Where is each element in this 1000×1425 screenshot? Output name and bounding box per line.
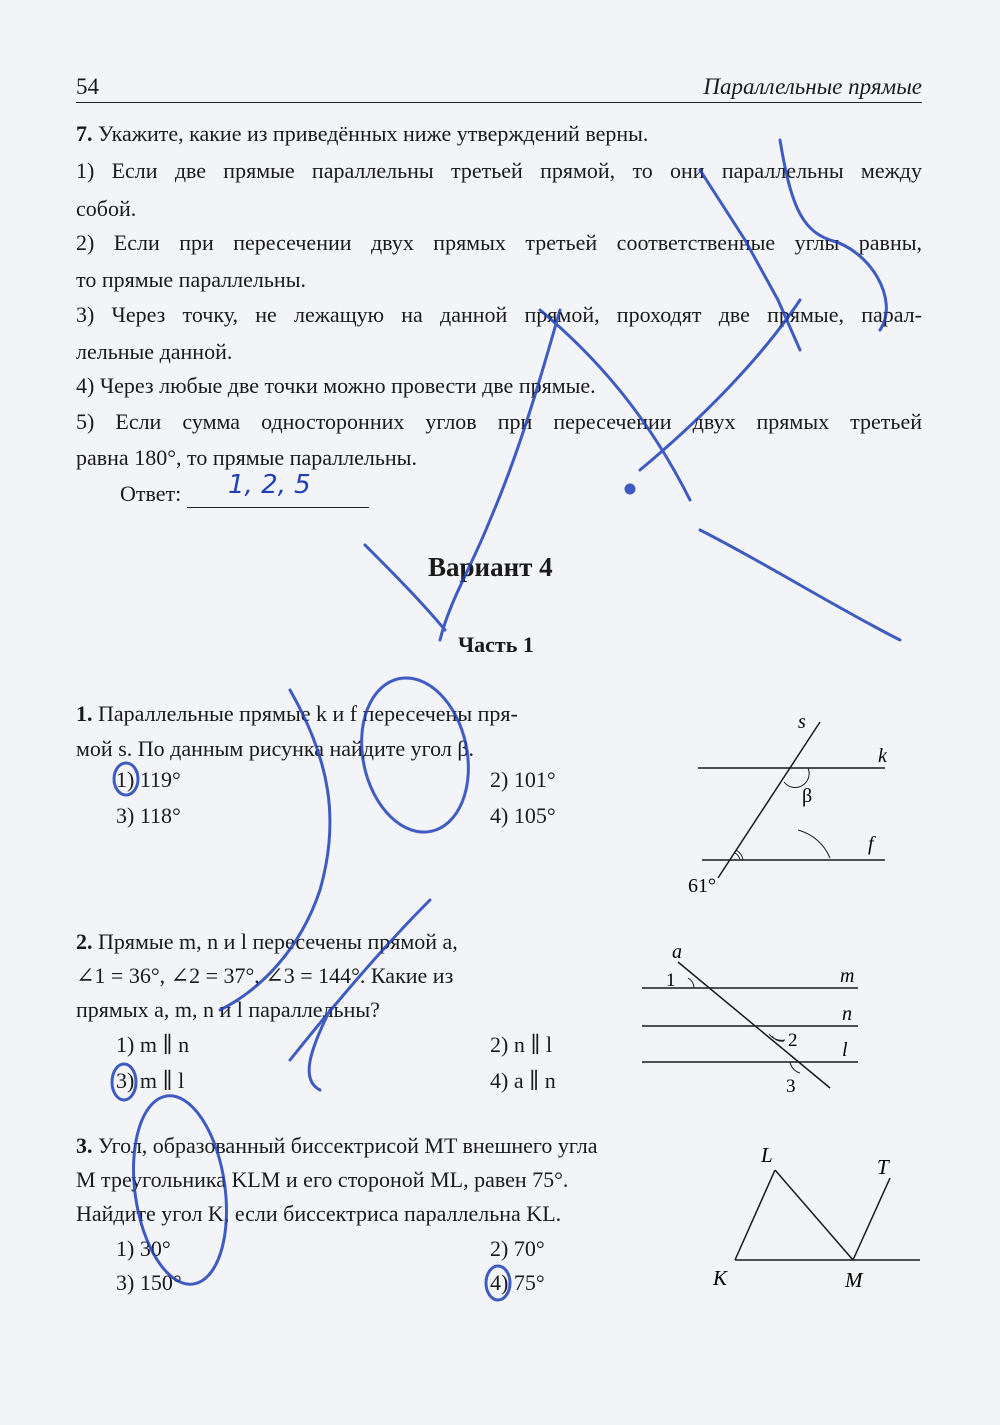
task2-option-1[interactable]: 1) m ∥ n	[116, 1032, 190, 1057]
label-m: m	[840, 965, 855, 987]
pen-loop	[348, 668, 482, 842]
answer-label: Ответ:	[120, 481, 182, 506]
task3-option-3[interactable]: 3) 150°	[116, 1270, 182, 1295]
task3-line2: M треугольника KLM и его стороной ML, равен 75°.	[76, 1167, 569, 1192]
task3-number: 3.	[76, 1133, 93, 1158]
label-n: n	[842, 1003, 852, 1025]
task7-s2b: то прямые параллельны.	[76, 267, 306, 292]
pen-stroke	[220, 690, 330, 1010]
pen-stroke	[440, 310, 560, 640]
task1-option-4[interactable]: 4) 105°	[490, 803, 556, 828]
task3-text1: Угол, образованный биссектрисой MT внешнего угла	[98, 1133, 598, 1158]
label-beta: β	[802, 785, 813, 807]
answer-circle	[112, 1064, 136, 1100]
label-3: 3	[786, 1076, 796, 1097]
pen-stroke	[365, 545, 445, 630]
label-L: L	[761, 1143, 773, 1167]
task7-s3b: лельные данной.	[76, 339, 233, 364]
answer-circle	[486, 1266, 510, 1300]
task7-s1a: 1) Если две прямые параллельны третьей прямой, то они параллельны между	[76, 158, 922, 183]
task3-line3: Найдите угол K, если биссектриса параллельна KL.	[76, 1201, 562, 1226]
label-s: s	[798, 711, 806, 733]
task2-option-4[interactable]: 4) a ∥ n	[490, 1068, 556, 1093]
pen-stroke	[540, 310, 690, 500]
task7-s1b: собой.	[76, 196, 137, 221]
label-T: T	[877, 1155, 889, 1179]
task2-line2: ∠1 = 36°, ∠2 = 37°, ∠3 = 144°. Какие из	[76, 963, 454, 988]
task7-s5b: равна 180°, то прямые параллельны.	[76, 445, 417, 470]
variant-heading: Вариант 4	[428, 552, 553, 582]
task7-number: 7.	[76, 121, 93, 146]
task7-s5a: 5) Если сумма односторонних углов при пересечении двух прямых третьей	[76, 409, 922, 434]
label-61: 61°	[688, 875, 716, 897]
task2-option-2[interactable]: 2) n ∥ l	[490, 1032, 553, 1057]
page-number: 54	[76, 74, 99, 99]
label-l: l	[842, 1039, 848, 1061]
pen-stroke	[640, 300, 800, 470]
task1-option-3[interactable]: 3) 118°	[116, 803, 181, 828]
running-title: Параллельные прямые	[703, 74, 922, 99]
handwritten-answer: 1, 2, 5	[228, 470, 311, 500]
task3-option-1[interactable]: 1) 30°	[116, 1236, 171, 1261]
label-M: M	[845, 1268, 863, 1290]
task1-text1: Параллельные прямые k и f пересечены пря-	[98, 701, 518, 726]
task2-line3: прямых a, m, n и l параллельны?	[76, 997, 380, 1022]
label-1: 1	[666, 970, 676, 991]
label-K: K	[713, 1266, 728, 1290]
task7-s2a: 2) Если при пересечении двух прямых третьей соответственные углы равны,	[76, 230, 922, 255]
task7-s3a: 3) Через точку, не лежащую на данной прямой, проходят две прямые, парал-	[76, 302, 922, 327]
task1-number: 1.	[76, 701, 93, 726]
task1-option-2[interactable]: 2) 101°	[490, 767, 556, 792]
pen-stroke	[290, 900, 430, 1060]
pen-stroke	[700, 530, 900, 640]
task1-option-1[interactable]: 1) 119°	[116, 767, 181, 792]
task2-text1: Прямые m, n и l пересечены прямой a,	[98, 929, 458, 954]
task2-number: 2.	[76, 929, 93, 954]
answer-circle	[114, 763, 138, 795]
label-k: k	[878, 745, 887, 767]
task1-line2: мой s. По данным рисунка найдите угол β.	[76, 736, 475, 761]
label-a: a	[672, 941, 682, 963]
task7-s4: 4) Через любые две точки можно провести две прямые.	[76, 373, 596, 398]
pen-dot	[626, 485, 634, 493]
task3-option-4[interactable]: 4) 75°	[490, 1270, 545, 1295]
task3-option-2[interactable]: 2) 70°	[490, 1236, 545, 1261]
label-2: 2	[788, 1030, 798, 1051]
pen-stroke	[780, 140, 886, 330]
part-heading: Часть 1	[458, 632, 534, 657]
task7-question: Укажите, какие из приведённых ниже утверждений верны.	[98, 121, 649, 146]
label-f: f	[868, 833, 874, 855]
task2-option-3[interactable]: 3) m ∥ l	[116, 1068, 185, 1093]
pen-loop	[122, 1090, 238, 1291]
